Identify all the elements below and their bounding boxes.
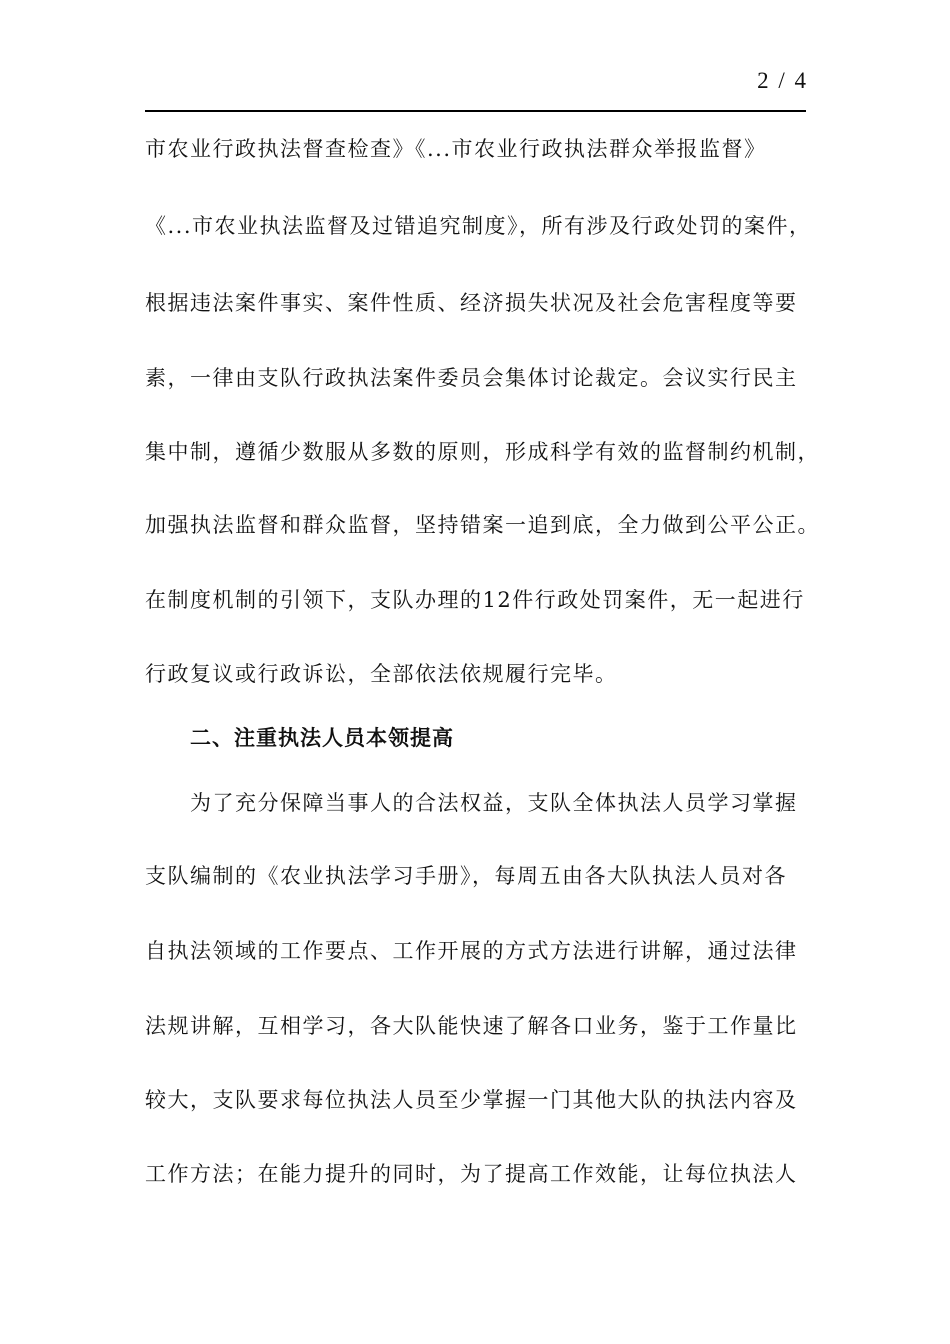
body-line: 工作方法；在能力提升的同时，为了提高工作效能，让每位执法人 [145,1162,798,1186]
body-line: 为了充分保障当事人的合法权益，支队全体执法人员学习掌握 [190,791,798,815]
body-line: 自执法领域的工作要点、工作开展的方式方法进行讲解，通过法律 [145,939,798,963]
body-line: 法规讲解，互相学习，各大队能快速了解各口业务，鉴于工作量比 [145,1014,798,1038]
body-line: 素，一律由支队行政执法案件委员会集体讨论裁定。会议实行民主 [145,366,798,390]
body-line: 根据违法案件事实、案件性质、经济损失状况及社会危害程度等要 [145,291,798,315]
body-line: 集中制，遵循少数服从多数的原则，形成科学有效的监督制约机制， [145,440,820,464]
page-number: 2 / 4 [757,68,808,93]
body-line: 支队编制的《农业执法学习手册》，每周五由各大队执法人员对各 [145,864,787,888]
section-heading: 二、注重执法人员本领提高 [190,726,454,750]
body-line: 行政复议或行政诉讼，全部依法依规履行完毕。 [145,662,618,686]
body-line: 加强执法监督和群众监督，坚持错案一追到底，全力做到公平公正。 [145,513,820,537]
body-line: 《...市农业执法监督及过错追究制度》，所有涉及行政处罚的案件， [145,214,812,238]
body-line: 在制度机制的引领下，支队办理的12件行政处罚案件，无一起进行 [145,588,805,612]
header-rule [145,110,806,112]
body-line: 市农业行政执法督查检查》《...市农业行政执法群众举报监督》 [145,137,767,161]
body-line: 较大，支队要求每位执法人员至少掌握一门其他大队的执法内容及 [145,1088,798,1112]
